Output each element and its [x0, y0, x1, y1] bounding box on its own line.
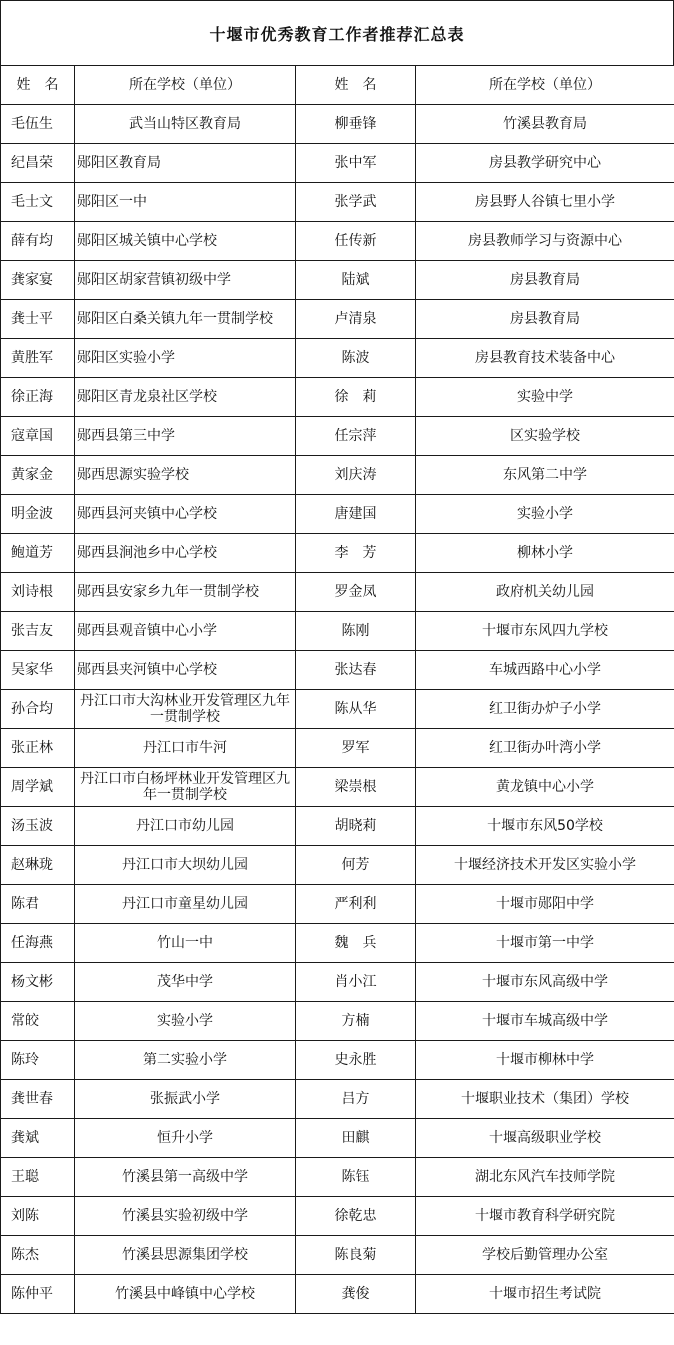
name-right-cell: 魏 兵 [296, 924, 416, 963]
name-left-cell: 周学斌 [1, 768, 75, 807]
name-right-cell: 陆斌 [296, 261, 416, 300]
table-row [1, 1197, 674, 1236]
school-right-cell: 实验小学 [416, 495, 674, 534]
table-row [1, 651, 674, 690]
header-name-left: 姓 名 [1, 66, 75, 105]
table-header-row [1, 66, 674, 105]
name-right-cell: 李 芳 [296, 534, 416, 573]
school-right-cell: 黄龙镇中心小学 [416, 768, 674, 807]
school-left-cell: 恒升小学 [75, 1119, 296, 1158]
school-right-cell: 红卫街办叶湾小学 [416, 729, 674, 768]
name-right-cell: 罗军 [296, 729, 416, 768]
school-right-cell: 房县野人谷镇七里小学 [416, 183, 674, 222]
school-right-cell: 竹溪县教育局 [416, 105, 674, 144]
name-right-cell: 张中军 [296, 144, 416, 183]
name-right-cell: 严利利 [296, 885, 416, 924]
school-left-cell: 郧阳区教育局 [75, 144, 296, 183]
school-right-cell: 十堰市郧阳中学 [416, 885, 674, 924]
school-left-cell: 竹溪县第一高级中学 [75, 1158, 296, 1197]
school-left-cell: 郧西县夹河镇中心学校 [75, 651, 296, 690]
school-left-cell: 张振武小学 [75, 1080, 296, 1119]
name-left-cell: 龚士平 [1, 300, 75, 339]
school-right-cell: 十堰市柳林中学 [416, 1041, 674, 1080]
school-right-cell: 区实验学校 [416, 417, 674, 456]
table-body [1, 105, 674, 1314]
name-right-cell: 刘庆涛 [296, 456, 416, 495]
table-row [1, 612, 674, 651]
school-left-cell: 郧阳区城关镇中心学校 [75, 222, 296, 261]
school-right-cell: 十堰经济技术开发区实验小学 [416, 846, 674, 885]
name-left-cell: 薛有均 [1, 222, 75, 261]
school-left-cell: 郧西县观音镇中心小学 [75, 612, 296, 651]
name-left-cell: 龚斌 [1, 1119, 75, 1158]
name-left-cell: 毛士文 [1, 183, 75, 222]
school-right-cell: 湖北东风汽车技师学院 [416, 1158, 674, 1197]
name-left-cell: 吴家华 [1, 651, 75, 690]
school-right-cell: 东风第二中学 [416, 456, 674, 495]
name-right-cell: 柳垂锋 [296, 105, 416, 144]
school-left-cell: 郧阳区实验小学 [75, 339, 296, 378]
table-row [1, 1236, 674, 1275]
table-row [1, 573, 674, 612]
school-right-cell: 柳林小学 [416, 534, 674, 573]
recommendation-table [0, 65, 674, 1314]
table-row [1, 1158, 674, 1197]
school-left-cell: 竹溪县实验初级中学 [75, 1197, 296, 1236]
school-left-cell: 丹江口市幼儿园 [75, 807, 296, 846]
name-left-cell: 张吉友 [1, 612, 75, 651]
school-left-cell: 竹溪县中峰镇中心学校 [75, 1275, 296, 1314]
school-left-cell: 郧西县河夹镇中心学校 [75, 495, 296, 534]
school-right-cell: 房县教学研究中心 [416, 144, 674, 183]
name-left-cell: 赵琳珑 [1, 846, 75, 885]
name-left-cell: 寇章国 [1, 417, 75, 456]
name-right-cell: 何芳 [296, 846, 416, 885]
name-right-cell: 张达春 [296, 651, 416, 690]
name-left-cell: 杨文彬 [1, 963, 75, 1002]
school-right-cell: 十堰市东风50学校 [416, 807, 674, 846]
table-row [1, 1080, 674, 1119]
name-right-cell: 卢清泉 [296, 300, 416, 339]
table-row [1, 924, 674, 963]
school-left-cell: 第二实验小学 [75, 1041, 296, 1080]
name-right-cell: 张学武 [296, 183, 416, 222]
school-right-cell: 房县教师学习与资源中心 [416, 222, 674, 261]
school-left-cell: 丹江口市大坝幼儿园 [75, 846, 296, 885]
name-left-cell: 汤玉波 [1, 807, 75, 846]
school-left-cell: 郧阳区青龙泉社区学校 [75, 378, 296, 417]
school-right-cell: 十堰市教育科学研究院 [416, 1197, 674, 1236]
school-left-cell: 丹江口市大沟林业开发管理区九年一贯制学校 [75, 690, 296, 729]
school-left-cell: 郧阳区白桑关镇九年一贯制学校 [75, 300, 296, 339]
name-left-cell: 王聪 [1, 1158, 75, 1197]
school-right-cell: 十堰市招生考试院 [416, 1275, 674, 1314]
name-left-cell: 陈君 [1, 885, 75, 924]
school-right-cell: 政府机关幼儿园 [416, 573, 674, 612]
school-right-cell: 车城西路中心小学 [416, 651, 674, 690]
header-school-right: 所在学校（单位） [416, 66, 674, 105]
school-right-cell: 红卫街办炉子小学 [416, 690, 674, 729]
table-row [1, 729, 674, 768]
name-right-cell: 徐 莉 [296, 378, 416, 417]
name-left-cell: 陈杰 [1, 1236, 75, 1275]
school-right-cell: 十堰职业技术（集团）学校 [416, 1080, 674, 1119]
school-left-cell: 郧西县涧池乡中心学校 [75, 534, 296, 573]
name-left-cell: 任海燕 [1, 924, 75, 963]
school-right-cell: 房县教育局 [416, 261, 674, 300]
name-left-cell: 纪昌荣 [1, 144, 75, 183]
name-left-cell: 龚世春 [1, 1080, 75, 1119]
name-left-cell: 黄家金 [1, 456, 75, 495]
school-left-cell: 丹江口市白杨坪林业开发管理区九年一贯制学校 [75, 768, 296, 807]
name-right-cell: 吕方 [296, 1080, 416, 1119]
table-row [1, 846, 674, 885]
name-right-cell: 陈钰 [296, 1158, 416, 1197]
school-left-cell: 实验小学 [75, 1002, 296, 1041]
name-right-cell: 梁崇根 [296, 768, 416, 807]
table-row [1, 222, 674, 261]
name-right-cell: 胡晓莉 [296, 807, 416, 846]
name-left-cell: 陈玲 [1, 1041, 75, 1080]
school-left-cell: 丹江口市童星幼儿园 [75, 885, 296, 924]
school-right-cell: 十堰市车城高级中学 [416, 1002, 674, 1041]
name-right-cell: 史永胜 [296, 1041, 416, 1080]
name-left-cell: 常皎 [1, 1002, 75, 1041]
name-left-cell: 刘诗根 [1, 573, 75, 612]
school-left-cell: 茂华中学 [75, 963, 296, 1002]
table-row [1, 144, 674, 183]
school-left-cell: 郧阳区一中 [75, 183, 296, 222]
school-left-cell: 武当山特区教育局 [75, 105, 296, 144]
school-right-cell: 十堰市第一中学 [416, 924, 674, 963]
school-right-cell: 学校后勤管理办公室 [416, 1236, 674, 1275]
school-right-cell: 十堰市东风高级中学 [416, 963, 674, 1002]
table-row [1, 963, 674, 1002]
name-right-cell: 罗金凤 [296, 573, 416, 612]
school-left-cell: 郧阳区胡家营镇初级中学 [75, 261, 296, 300]
name-left-cell: 鲍道芳 [1, 534, 75, 573]
table-row [1, 1275, 674, 1314]
name-left-cell: 刘陈 [1, 1197, 75, 1236]
table-row [1, 456, 674, 495]
school-left-cell: 郧西思源实验学校 [75, 456, 296, 495]
name-right-cell: 唐建国 [296, 495, 416, 534]
table-row [1, 183, 674, 222]
table-row [1, 690, 674, 729]
name-left-cell: 毛伍生 [1, 105, 75, 144]
school-right-cell: 实验中学 [416, 378, 674, 417]
page-title: 十堰市优秀教育工作者推荐汇总表 [0, 0, 674, 65]
school-left-cell: 丹江口市牛河 [75, 729, 296, 768]
school-left-cell: 竹溪县思源集团学校 [75, 1236, 296, 1275]
name-left-cell: 张正林 [1, 729, 75, 768]
school-right-cell: 房县教育技术装备中心 [416, 339, 674, 378]
school-left-cell: 郧西县第三中学 [75, 417, 296, 456]
name-right-cell: 任宗萍 [296, 417, 416, 456]
name-right-cell: 陈从华 [296, 690, 416, 729]
name-left-cell: 明金波 [1, 495, 75, 534]
school-right-cell: 房县教育局 [416, 300, 674, 339]
name-left-cell: 孙合均 [1, 690, 75, 729]
table-row [1, 1002, 674, 1041]
table-row [1, 885, 674, 924]
table-row [1, 768, 674, 807]
table-row [1, 807, 674, 846]
name-right-cell: 任传新 [296, 222, 416, 261]
table-row [1, 378, 674, 417]
school-left-cell: 郧西县安家乡九年一贯制学校 [75, 573, 296, 612]
table-row [1, 417, 674, 456]
table-row [1, 300, 674, 339]
school-right-cell: 十堰高级职业学校 [416, 1119, 674, 1158]
table-row [1, 1041, 674, 1080]
name-right-cell: 田麒 [296, 1119, 416, 1158]
name-left-cell: 徐正海 [1, 378, 75, 417]
school-left-cell: 竹山一中 [75, 924, 296, 963]
name-left-cell: 黄胜军 [1, 339, 75, 378]
table-row [1, 495, 674, 534]
table-row [1, 1119, 674, 1158]
table-row [1, 105, 674, 144]
name-right-cell: 龚俊 [296, 1275, 416, 1314]
header-school-left: 所在学校（单位） [75, 66, 296, 105]
name-right-cell: 方楠 [296, 1002, 416, 1041]
name-right-cell: 陈良菊 [296, 1236, 416, 1275]
name-right-cell: 陈波 [296, 339, 416, 378]
name-left-cell: 陈仲平 [1, 1275, 75, 1314]
table-row [1, 261, 674, 300]
name-right-cell: 肖小江 [296, 963, 416, 1002]
table-row [1, 339, 674, 378]
name-right-cell: 陈刚 [296, 612, 416, 651]
school-right-cell: 十堰市东风四九学校 [416, 612, 674, 651]
name-right-cell: 徐乾忠 [296, 1197, 416, 1236]
header-name-right: 姓 名 [296, 66, 416, 105]
table-row [1, 534, 674, 573]
name-left-cell: 龚家宴 [1, 261, 75, 300]
